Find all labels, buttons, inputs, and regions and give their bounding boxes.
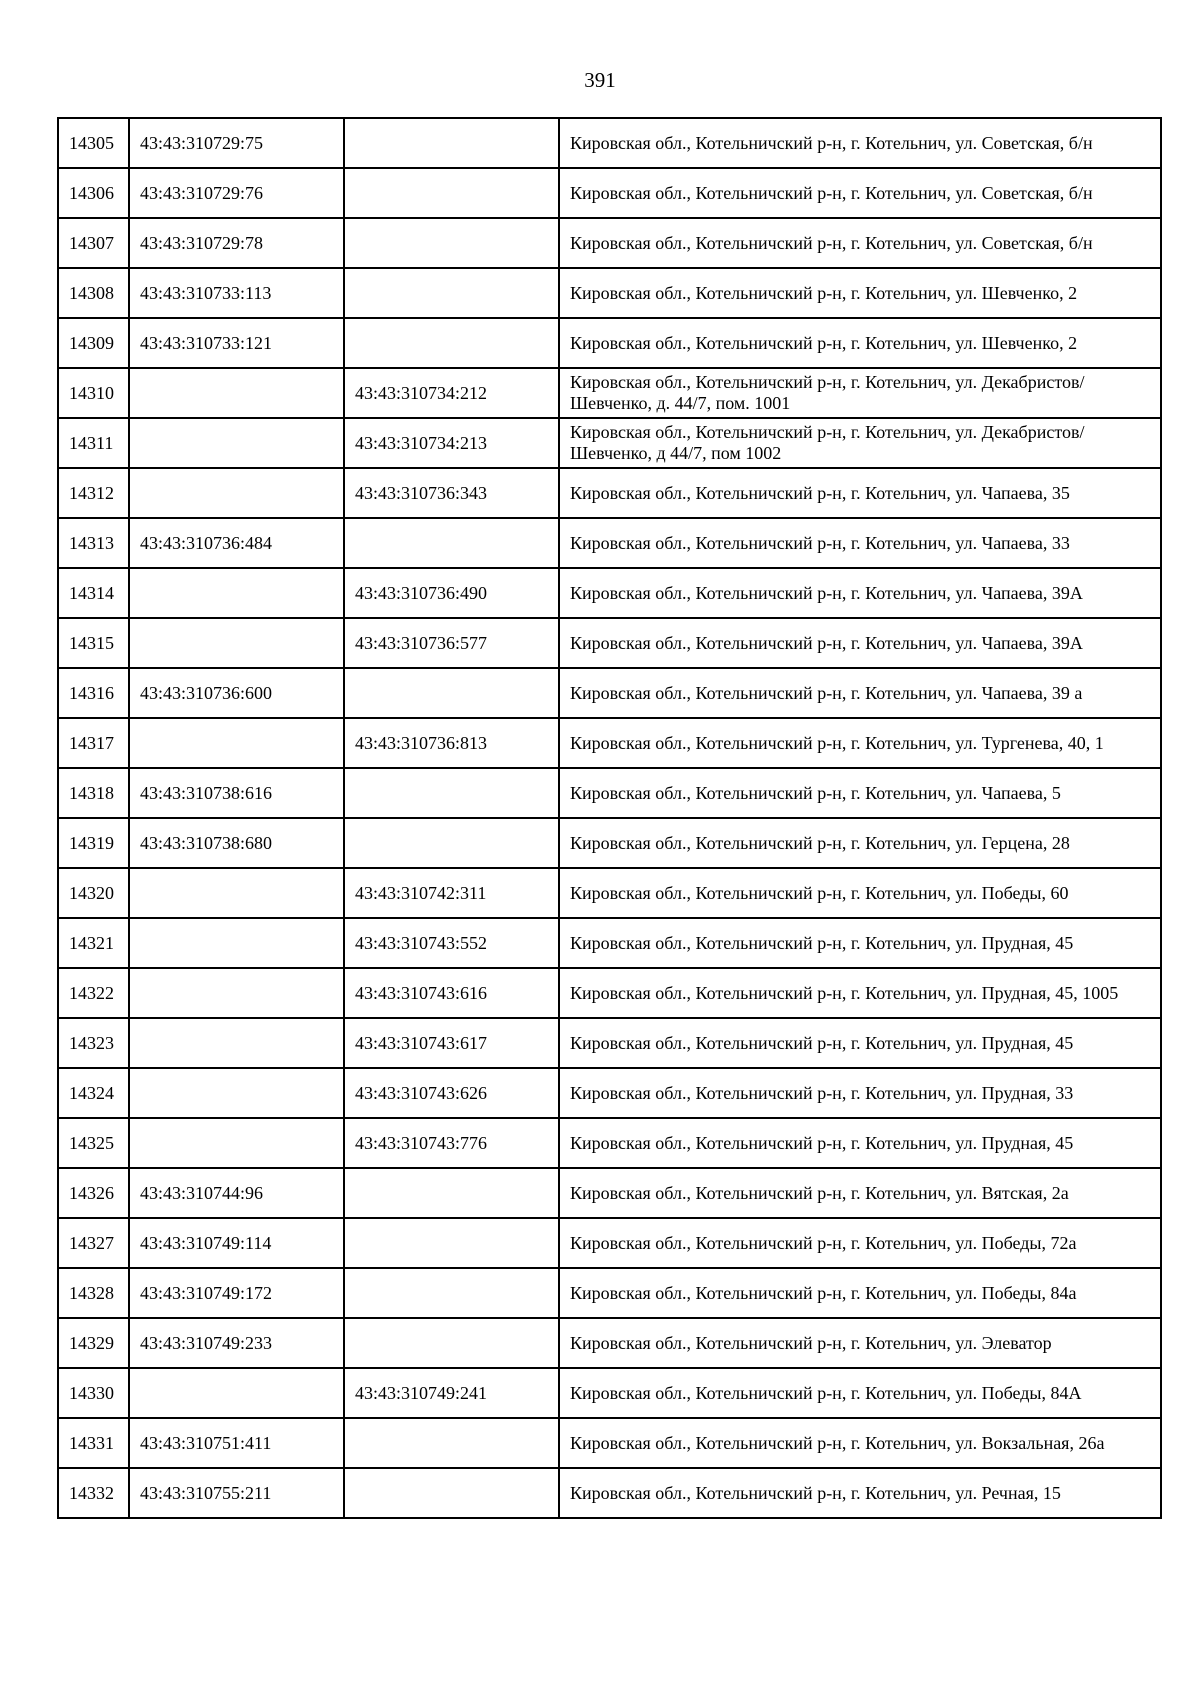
- row-number-cell: 14325: [58, 1118, 129, 1168]
- table-row: [58, 418, 1161, 468]
- building-cadastral-number-cell: [344, 768, 559, 818]
- land-cadastral-number-cell: [129, 868, 344, 918]
- building-cadastral-number-cell: [344, 1168, 559, 1218]
- land-cadastral-number-cell: 43:43:310751:411: [129, 1418, 344, 1468]
- row-number-cell: 14321: [58, 918, 129, 968]
- row-number-cell: 14332: [58, 1468, 129, 1518]
- table-row: [58, 318, 1161, 368]
- row-number-cell: 14319: [58, 818, 129, 868]
- table-row: [58, 668, 1161, 718]
- table-row: [58, 1168, 1161, 1218]
- building-cadastral-number-cell: [344, 1218, 559, 1268]
- address-cell: Кировская обл., Котельничский р-н, г. Котельнич, ул. Советская, б/н: [559, 118, 1161, 168]
- row-number-cell: 14307: [58, 218, 129, 268]
- row-number-cell: 14320: [58, 868, 129, 918]
- row-number-cell: 14308: [58, 268, 129, 318]
- building-cadastral-number-cell: [344, 668, 559, 718]
- row-number-cell: 14310: [58, 368, 129, 418]
- building-cadastral-number-cell: 43:43:310743:776: [344, 1118, 559, 1168]
- row-number-cell: 14326: [58, 1168, 129, 1218]
- table-row: [58, 518, 1161, 568]
- land-cadastral-number-cell: 43:43:310733:113: [129, 268, 344, 318]
- building-cadastral-number-cell: 43:43:310736:490: [344, 568, 559, 618]
- land-cadastral-number-cell: 43:43:310736:484: [129, 518, 344, 568]
- land-cadastral-number-cell: [129, 368, 344, 418]
- land-cadastral-number-cell: [129, 1018, 344, 1068]
- building-cadastral-number-cell: 43:43:310743:616: [344, 968, 559, 1018]
- address-cell: Кировская обл., Котельничский р-н, г. Котельнич, ул. Чапаева, 35: [559, 468, 1161, 518]
- building-cadastral-number-cell: 43:43:310736:343: [344, 468, 559, 518]
- building-cadastral-number-cell: [344, 218, 559, 268]
- building-cadastral-number-cell: [344, 1468, 559, 1518]
- land-cadastral-number-cell: 43:43:310744:96: [129, 1168, 344, 1218]
- address-cell: Кировская обл., Котельничский р-н, г. Котельнич, ул. Шевченко, 2: [559, 318, 1161, 368]
- table-row: [58, 818, 1161, 868]
- building-cadastral-number-cell: [344, 318, 559, 368]
- land-cadastral-number-cell: 43:43:310736:600: [129, 668, 344, 718]
- row-number-cell: 14309: [58, 318, 129, 368]
- row-number-cell: 14317: [58, 718, 129, 768]
- building-cadastral-number-cell: 43:43:310736:813: [344, 718, 559, 768]
- table-row: [58, 1118, 1161, 1168]
- address-cell: Кировская обл., Котельничский р-н, г. Котельнич, ул. Победы, 60: [559, 868, 1161, 918]
- table-row: [58, 1268, 1161, 1318]
- building-cadastral-number-cell: [344, 118, 559, 168]
- address-cell: Кировская обл., Котельничский р-н, г. Котельнич, ул. Элеватор: [559, 1318, 1161, 1368]
- table-row: [58, 1068, 1161, 1118]
- row-number-cell: 14315: [58, 618, 129, 668]
- land-cadastral-number-cell: 43:43:310729:76: [129, 168, 344, 218]
- table-row: [58, 968, 1161, 1018]
- address-cell: Кировская обл., Котельничский р-н, г. Котельнич, ул. Чапаева, 39А: [559, 618, 1161, 668]
- table-row: [58, 868, 1161, 918]
- address-cell: Кировская обл., Котельничский р-н, г. Котельнич, ул. Декабристов/Шевченко, д 44/7, пом 1002: [559, 418, 1161, 468]
- address-cell: Кировская обл., Котельничский р-н, г. Котельнич, ул. Советская, б/н: [559, 218, 1161, 268]
- row-number-cell: 14314: [58, 568, 129, 618]
- land-cadastral-number-cell: 43:43:310749:233: [129, 1318, 344, 1368]
- land-cadastral-number-cell: 43:43:310733:121: [129, 318, 344, 368]
- table-row: [58, 218, 1161, 268]
- land-cadastral-number-cell: [129, 418, 344, 468]
- land-cadastral-number-cell: 43:43:310729:78: [129, 218, 344, 268]
- land-cadastral-number-cell: [129, 1118, 344, 1168]
- land-cadastral-number-cell: [129, 1368, 344, 1418]
- address-cell: Кировская обл., Котельничский р-н, г. Котельнич, ул. Прудная, 45: [559, 1118, 1161, 1168]
- table-row: [58, 768, 1161, 818]
- table-row: [58, 568, 1161, 618]
- row-number-cell: 14306: [58, 168, 129, 218]
- building-cadastral-number-cell: 43:43:310743:617: [344, 1018, 559, 1068]
- land-cadastral-number-cell: [129, 718, 344, 768]
- land-cadastral-number-cell: 43:43:310738:616: [129, 768, 344, 818]
- address-cell: Кировская обл., Котельничский р-н, г. Котельнич, ул. Прудная, 45, 1005: [559, 968, 1161, 1018]
- address-cell: Кировская обл., Котельничский р-н, г. Котельнич, ул. Герцена, 28: [559, 818, 1161, 868]
- building-cadastral-number-cell: 43:43:310736:577: [344, 618, 559, 668]
- row-number-cell: 14318: [58, 768, 129, 818]
- land-cadastral-number-cell: [129, 1068, 344, 1118]
- address-cell: Кировская обл., Котельничский р-н, г. Котельнич, ул. Вятская, 2а: [559, 1168, 1161, 1218]
- land-cadastral-number-cell: [129, 618, 344, 668]
- land-cadastral-number-cell: 43:43:310738:680: [129, 818, 344, 868]
- table-row: [58, 1018, 1161, 1068]
- row-number-cell: 14330: [58, 1368, 129, 1418]
- row-number-cell: 14327: [58, 1218, 129, 1268]
- row-number-cell: 14331: [58, 1418, 129, 1468]
- table-row: [58, 718, 1161, 768]
- table-row: [58, 468, 1161, 518]
- row-number-cell: 14329: [58, 1318, 129, 1368]
- address-cell: Кировская обл., Котельничский р-н, г. Котельнич, ул. Прудная, 45: [559, 1018, 1161, 1068]
- page-number: 391: [584, 68, 616, 92]
- address-cell: Кировская обл., Котельничский р-н, г. Котельнич, ул. Чапаева, 33: [559, 518, 1161, 568]
- land-cadastral-number-cell: 43:43:310749:114: [129, 1218, 344, 1268]
- row-number-cell: 14316: [58, 668, 129, 718]
- table-row: [58, 918, 1161, 968]
- building-cadastral-number-cell: [344, 1268, 559, 1318]
- address-cell: Кировская обл., Котельничский р-н, г. Котельнич, ул. Прудная, 33: [559, 1068, 1161, 1118]
- land-cadastral-number-cell: [129, 918, 344, 968]
- row-number-cell: 14311: [58, 418, 129, 468]
- address-cell: Кировская обл., Котельничский р-н, г. Котельнич, ул. Тургенева, 40, 1: [559, 718, 1161, 768]
- address-cell: Кировская обл., Котельничский р-н, г. Котельнич, ул. Речная, 15: [559, 1468, 1161, 1518]
- row-number-cell: 14313: [58, 518, 129, 568]
- building-cadastral-number-cell: [344, 818, 559, 868]
- row-number-cell: 14305: [58, 118, 129, 168]
- address-cell: Кировская обл., Котельничский р-н, г. Котельнич, ул. Победы, 84А: [559, 1368, 1161, 1418]
- table-row: [58, 1468, 1161, 1518]
- land-cadastral-number-cell: 43:43:310755:211: [129, 1468, 344, 1518]
- registry-table: [57, 117, 1162, 1519]
- table-row: [58, 118, 1161, 168]
- address-cell: Кировская обл., Котельничский р-н, г. Котельнич, ул. Советская, б/н: [559, 168, 1161, 218]
- table-row: [58, 618, 1161, 668]
- building-cadastral-number-cell: 43:43:310749:241: [344, 1368, 559, 1418]
- address-cell: Кировская обл., Котельничский р-н, г. Котельнич, ул. Чапаева, 39А: [559, 568, 1161, 618]
- building-cadastral-number-cell: [344, 268, 559, 318]
- address-cell: Кировская обл., Котельничский р-н, г. Котельнич, ул. Чапаева, 5: [559, 768, 1161, 818]
- building-cadastral-number-cell: 43:43:310734:212: [344, 368, 559, 418]
- table-row: [58, 1368, 1161, 1418]
- table-row: [58, 368, 1161, 418]
- building-cadastral-number-cell: [344, 1418, 559, 1468]
- address-cell: Кировская обл., Котельничский р-н, г. Котельнич, ул. Шевченко, 2: [559, 268, 1161, 318]
- building-cadastral-number-cell: 43:43:310743:626: [344, 1068, 559, 1118]
- row-number-cell: 14312: [58, 468, 129, 518]
- land-cadastral-number-cell: [129, 468, 344, 518]
- land-cadastral-number-cell: 43:43:310729:75: [129, 118, 344, 168]
- table-row: [58, 168, 1161, 218]
- building-cadastral-number-cell: 43:43:310743:552: [344, 918, 559, 968]
- row-number-cell: 14322: [58, 968, 129, 1018]
- building-cadastral-number-cell: [344, 168, 559, 218]
- table-row: [58, 268, 1161, 318]
- table-row: [58, 1418, 1161, 1468]
- land-cadastral-number-cell: [129, 568, 344, 618]
- row-number-cell: 14328: [58, 1268, 129, 1318]
- building-cadastral-number-cell: 43:43:310734:213: [344, 418, 559, 468]
- land-cadastral-number-cell: 43:43:310749:172: [129, 1268, 344, 1318]
- address-cell: Кировская обл., Котельничский р-н, г. Котельнич, ул. Победы, 84а: [559, 1268, 1161, 1318]
- building-cadastral-number-cell: [344, 1318, 559, 1368]
- address-cell: Кировская обл., Котельничский р-н, г. Котельнич, ул. Прудная, 45: [559, 918, 1161, 968]
- address-cell: Кировская обл., Котельничский р-н, г. Котельнич, ул. Победы, 72а: [559, 1218, 1161, 1268]
- row-number-cell: 14324: [58, 1068, 129, 1118]
- building-cadastral-number-cell: 43:43:310742:311: [344, 868, 559, 918]
- land-cadastral-number-cell: [129, 968, 344, 1018]
- address-cell: Кировская обл., Котельничский р-н, г. Котельнич, ул. Декабристов/Шевченко, д. 44/7, пом. 1001: [559, 368, 1161, 418]
- address-cell: Кировская обл., Котельничский р-н, г. Котельнич, ул. Чапаева, 39 а: [559, 668, 1161, 718]
- registry-table-body: [58, 118, 1161, 1518]
- row-number-cell: 14323: [58, 1018, 129, 1068]
- table-row: [58, 1318, 1161, 1368]
- address-cell: Кировская обл., Котельничский р-н, г. Котельнич, ул. Вокзальная, 26а: [559, 1418, 1161, 1468]
- building-cadastral-number-cell: [344, 518, 559, 568]
- table-row: [58, 1218, 1161, 1268]
